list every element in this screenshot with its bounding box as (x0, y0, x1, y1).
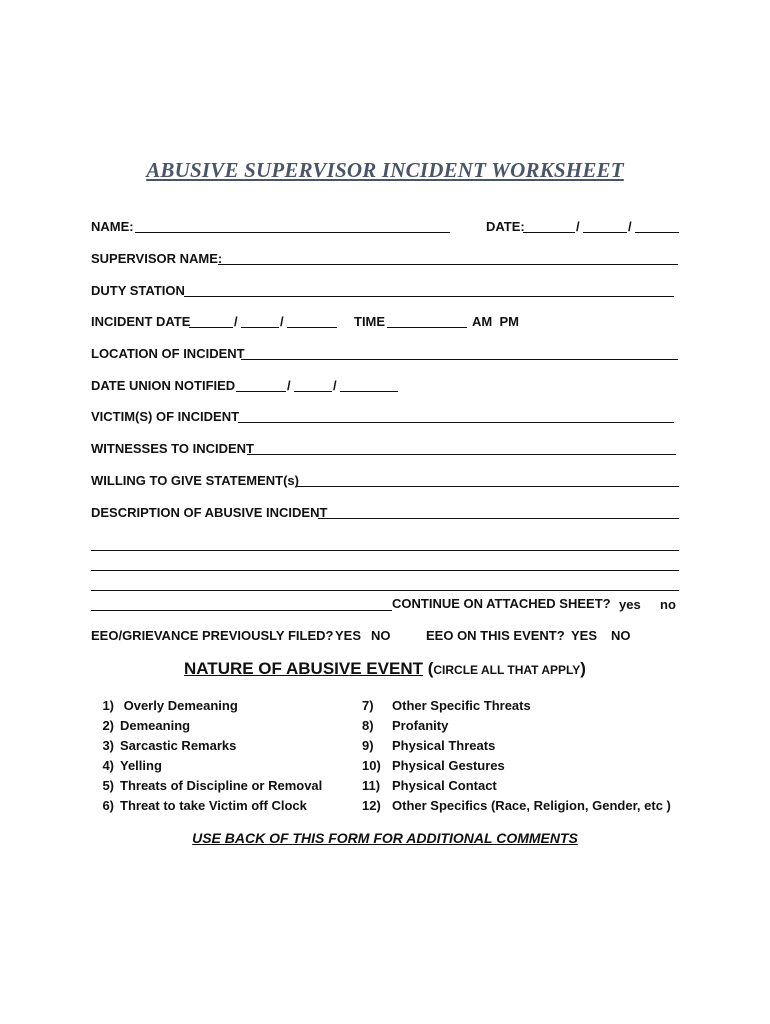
incident-date-slash-2: / (280, 314, 284, 329)
nature-option-label: Other Specifics (Race, Religion, Gender, etc ) (392, 798, 671, 813)
nature-option-9[interactable] (362, 738, 495, 754)
nature-subheading: CIRCLE ALL THAT APPLY (433, 663, 581, 677)
description-label: DESCRIPTION OF ABUSIVE INCIDENT (91, 505, 328, 520)
eeo-previously-label: EEO/GRIEVANCE PREVIOUSLY FILED? (91, 628, 334, 643)
supervisor-name-field[interactable] (218, 264, 678, 265)
union-date-month-field[interactable] (236, 391, 286, 392)
victims-label: VICTIM(S) OF INCIDENT (91, 409, 240, 424)
nature-option-6[interactable] (88, 798, 307, 814)
supervisor-name-label: SUPERVISOR NAME: (91, 251, 223, 266)
location-field[interactable] (241, 359, 678, 360)
willing-statement-label: WILLING TO GIVE STATEMENT(s) (91, 473, 299, 488)
nature-option-8[interactable] (362, 718, 448, 734)
nature-option-label: Profanity (392, 718, 449, 733)
continue-yes-option[interactable]: yes (619, 597, 641, 612)
nature-option-number: 8) (362, 718, 374, 733)
date-label: DATE: (486, 219, 525, 234)
nature-option-4[interactable] (88, 758, 162, 774)
form-title: ABUSIVE SUPERVISOR INCIDENT WORKSHEET (146, 158, 624, 182)
incident-date-label: INCIDENT DATE (91, 314, 191, 329)
nature-option-number: 4) (102, 758, 114, 773)
footer-note: USE BACK OF THIS FORM FOR ADDITIONAL COMMENTS (192, 830, 578, 846)
date-slash-1: / (576, 219, 580, 234)
nature-option-label: Sarcastic Remarks (120, 738, 237, 753)
time-label: TIME (354, 314, 386, 329)
description-field-line-2[interactable] (91, 550, 679, 551)
location-label: LOCATION OF INCIDENT (91, 346, 245, 361)
description-field-line-3[interactable] (91, 570, 679, 571)
nature-option-label: Demeaning (120, 718, 191, 733)
nature-option-label: Overly Demeaning (120, 698, 238, 713)
nature-option-label: Physical Contact (392, 778, 497, 793)
eeo-previously-no-option[interactable]: NO (371, 628, 391, 643)
time-field[interactable] (387, 327, 467, 328)
nature-heading-text: NATURE OF ABUSIVE EVENT (184, 659, 423, 678)
description-field-line-1[interactable] (318, 518, 679, 519)
date-year-field[interactable] (635, 232, 679, 233)
nature-option-number: 7) (362, 698, 374, 713)
nature-option-10[interactable] (362, 758, 505, 774)
nature-option-number: 1) (102, 698, 114, 713)
nature-option-2[interactable] (88, 718, 190, 734)
union-date-day-field[interactable] (294, 391, 332, 392)
nature-option-number: 3) (102, 738, 114, 753)
description-field-line-5[interactable] (91, 610, 392, 611)
nature-option-number: 5) (102, 778, 114, 793)
date-slash-2: / (628, 219, 632, 234)
nature-heading (0, 659, 770, 679)
victims-field[interactable] (238, 422, 674, 423)
nature-option-label: Physical Threats (392, 738, 496, 753)
nature-paren-open: ( (427, 659, 434, 678)
willing-statement-field[interactable] (296, 486, 679, 487)
name-field[interactable] (135, 232, 450, 233)
date-day-field[interactable] (583, 232, 627, 233)
nature-paren-close: ) (580, 659, 586, 678)
nature-option-number: 9) (362, 738, 374, 753)
nature-option-5[interactable] (88, 778, 322, 794)
duty-station-field[interactable] (184, 296, 674, 297)
nature-option-label: Physical Gestures (392, 758, 505, 773)
date-month-field[interactable] (523, 232, 575, 233)
witnesses-label: WITNESSES TO INCIDENT (91, 441, 254, 456)
incident-date-slash-1: / (234, 314, 238, 329)
nature-option-number: 11) (362, 778, 381, 793)
incident-date-day-field[interactable] (241, 327, 279, 328)
date-union-notified-label: DATE UNION NOTIFIED (91, 378, 236, 393)
nature-option-label: Threat to take Victim off Clock (120, 798, 307, 813)
nature-option-3[interactable] (88, 738, 236, 754)
nature-option-label: Other Specific Threats (392, 698, 531, 713)
eeo-previously-yes-option[interactable]: YES (335, 628, 362, 643)
am-pm-option[interactable]: AM PM (472, 314, 519, 329)
duty-station-label: DUTY STATION (91, 283, 185, 298)
nature-option-label: Threats of Discipline or Removal (120, 778, 323, 793)
continue-no-option[interactable]: no (660, 597, 676, 612)
nature-option-number: 2) (102, 718, 114, 733)
continue-label: CONTINUE ON ATTACHED SHEET? (392, 596, 611, 611)
name-label: NAME: (91, 219, 134, 234)
nature-option-label: Yelling (120, 758, 162, 773)
nature-option-7[interactable] (362, 698, 531, 714)
union-date-slash-2: / (333, 378, 337, 393)
nature-option-1[interactable] (88, 698, 238, 714)
nature-option-11[interactable] (362, 778, 497, 794)
incident-date-year-field[interactable] (287, 327, 337, 328)
witnesses-field[interactable] (247, 454, 676, 455)
description-field-line-4[interactable] (91, 590, 679, 591)
union-date-year-field[interactable] (340, 391, 398, 392)
eeo-event-label: EEO ON THIS EVENT? (426, 628, 565, 643)
incident-date-month-field[interactable] (189, 327, 233, 328)
union-date-slash-1: / (287, 378, 291, 393)
nature-option-number: 6) (102, 798, 114, 813)
nature-option-number: 12) (362, 798, 381, 813)
eeo-event-yes-option[interactable]: YES (571, 628, 598, 643)
nature-option-12[interactable] (362, 798, 671, 814)
eeo-event-no-option[interactable]: NO (611, 628, 631, 643)
nature-option-number: 10) (362, 758, 381, 773)
